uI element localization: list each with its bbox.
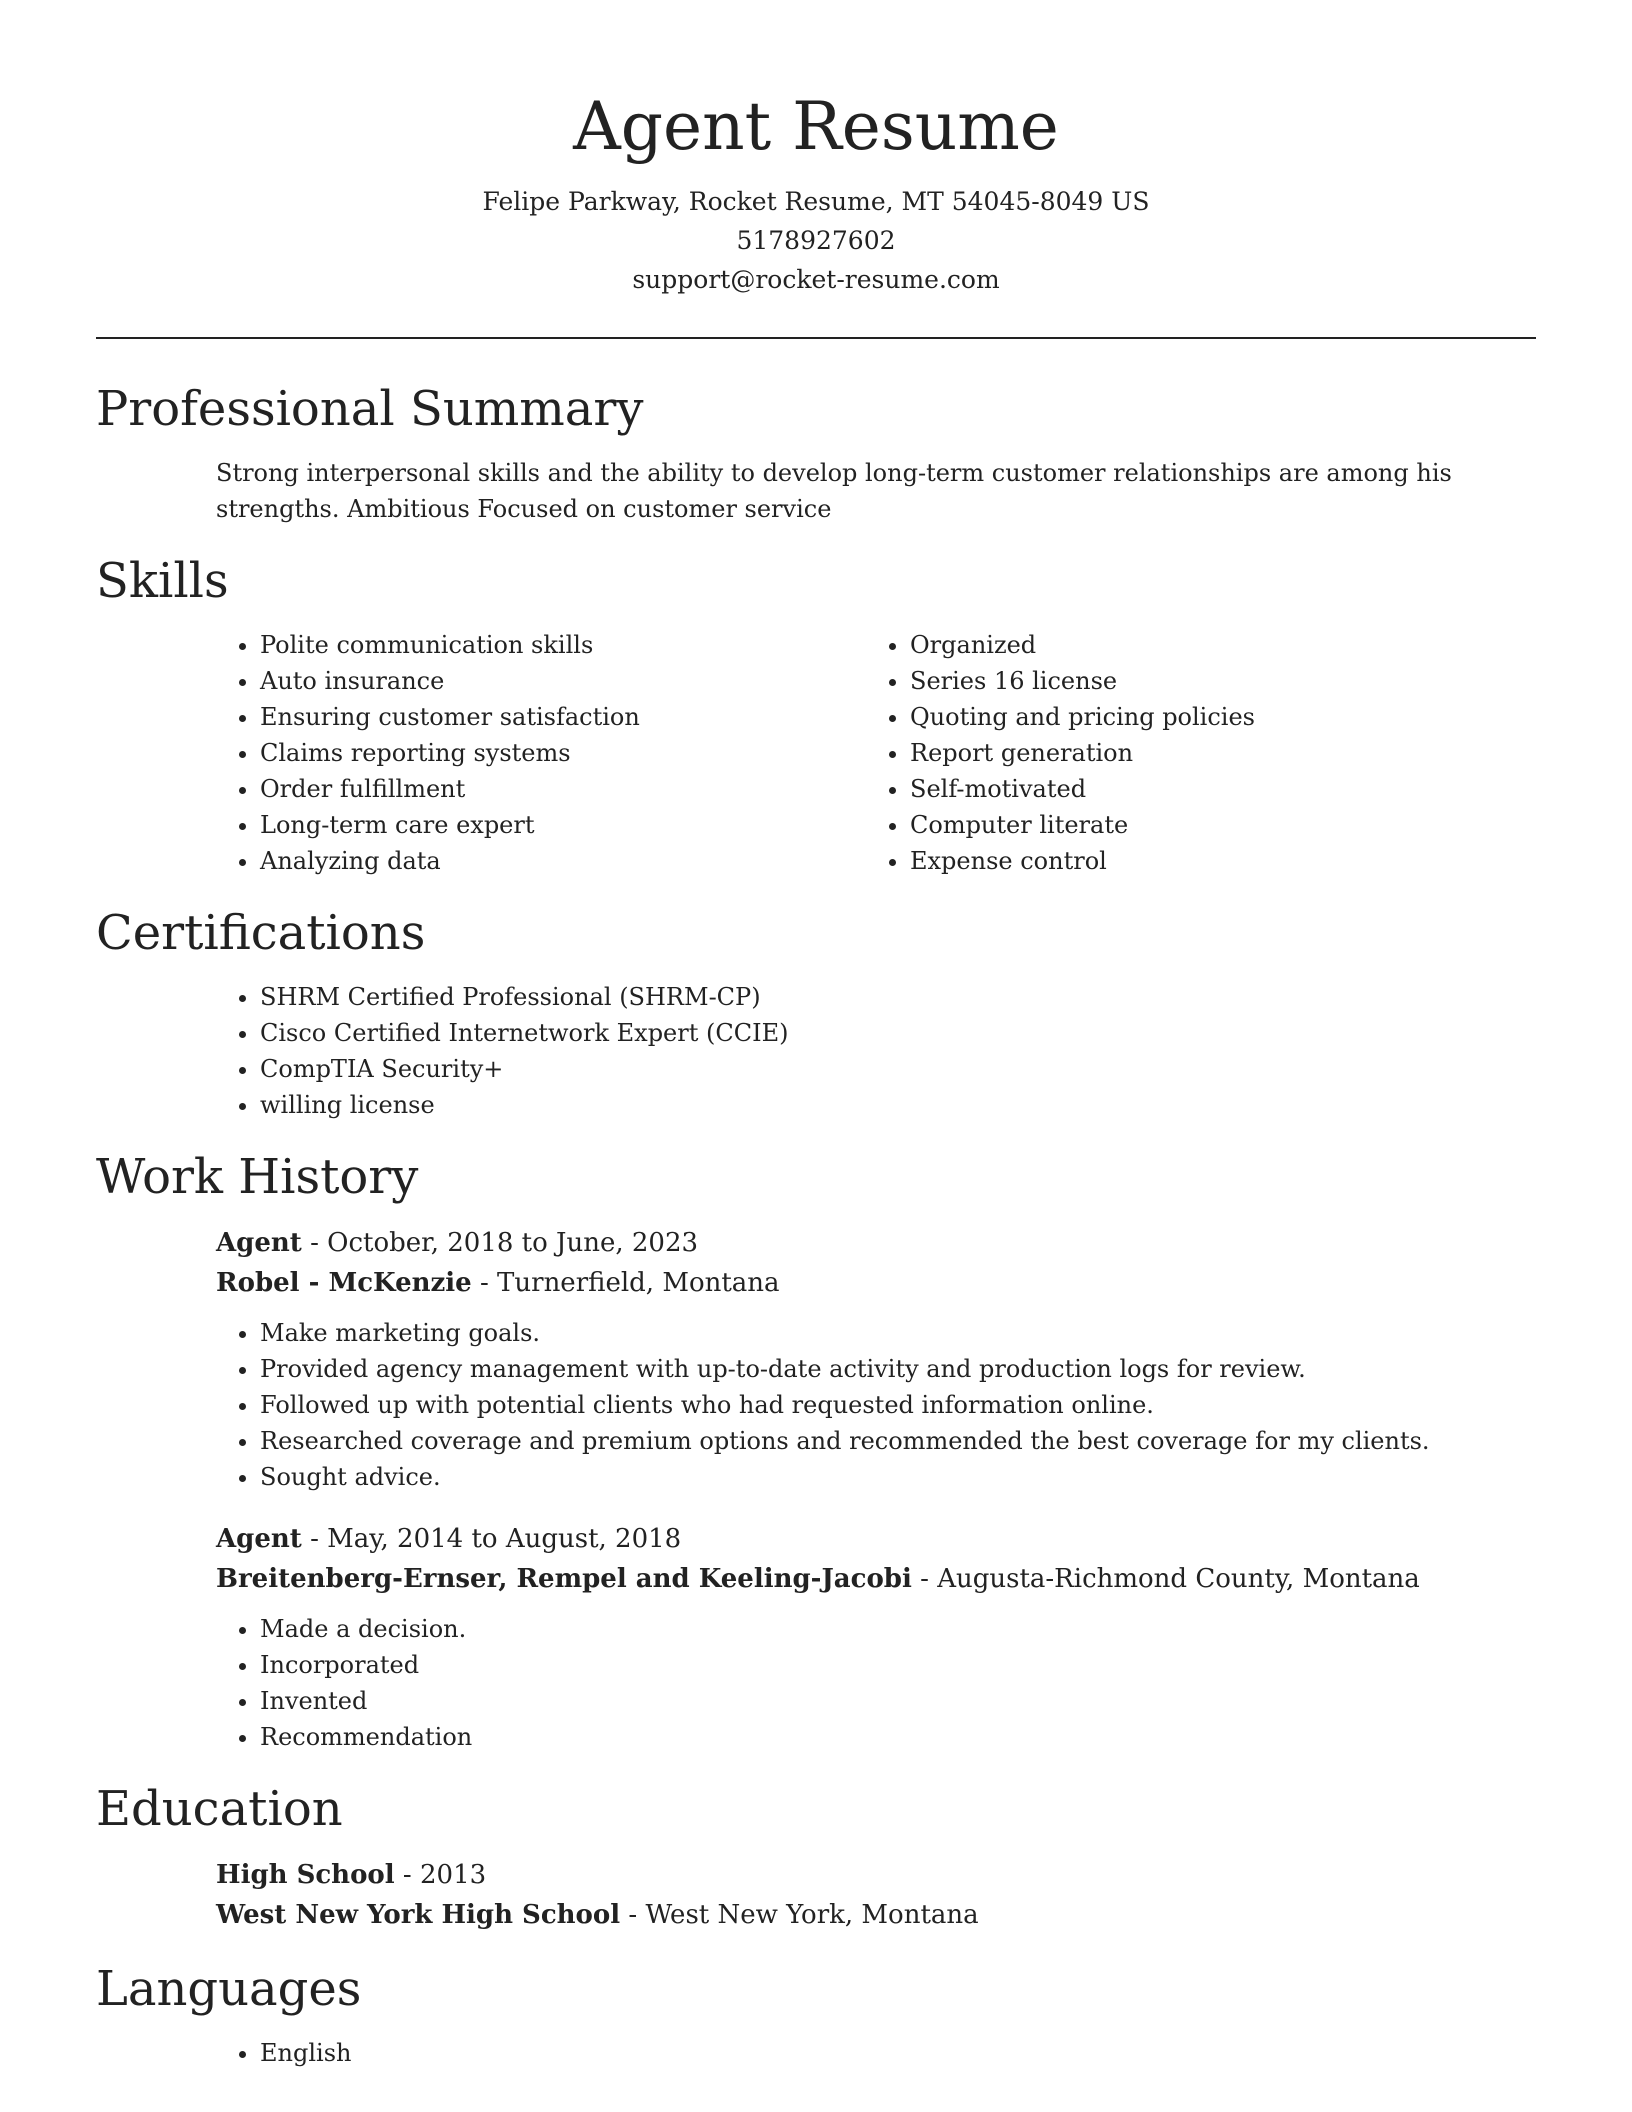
- job-company-line: [216, 1263, 1536, 1303]
- skill-item: • Report generation: [910, 735, 1516, 771]
- skill-item: • Organized: [910, 627, 1516, 663]
- skills-section: [96, 551, 1536, 879]
- separator: -: [402, 1860, 420, 1890]
- email: support@rocket-resume.com: [632, 265, 1000, 294]
- skill-item: • Quoting and pricing policies: [910, 699, 1516, 735]
- school-location: West New York, Montana: [645, 1900, 979, 1930]
- skill-item: • Long-term care expert: [260, 807, 866, 843]
- certification-item: • SHRM Certified Professional (SHRM-CP): [260, 979, 1536, 1015]
- education-section: [96, 1779, 1536, 1935]
- certification-item: • CompTIA Security+: [260, 1051, 1536, 1087]
- job-role: Agent: [216, 1228, 302, 1258]
- graduation-year: 2013: [419, 1860, 487, 1890]
- skill-item: • Claims reporting systems: [260, 735, 866, 771]
- job-bullet: • Followed up with potential clients who had requested information online.: [260, 1387, 1536, 1423]
- school-name: West New York High School: [216, 1900, 621, 1930]
- address: Felipe Parkway, Rocket Resume, MT 54045-8049 US: [482, 187, 1150, 216]
- phone: 5178927602: [736, 226, 896, 255]
- job-bullet: • Made a decision.: [260, 1611, 1536, 1647]
- skill-item: • Computer literate: [910, 807, 1516, 843]
- resume-header: [96, 0, 1536, 299]
- job-bullet: • Sought advice.: [260, 1459, 1536, 1495]
- job-entry: [216, 1519, 1536, 1755]
- skill-item: • Order fulfillment: [260, 771, 866, 807]
- skill-item: • Ensuring customer satisfaction: [260, 699, 866, 735]
- skill-item: • Series 16 license: [910, 663, 1516, 699]
- certification-item: • willing license: [260, 1087, 1536, 1123]
- separator: -: [479, 1268, 498, 1298]
- job-bullet: • Incorporated: [260, 1647, 1536, 1683]
- skill-item: • Polite communication skills: [260, 627, 866, 663]
- job-bullet: • Recommendation: [260, 1719, 1536, 1755]
- skills-column-left: [216, 627, 866, 879]
- skill-item: • Auto insurance: [260, 663, 866, 699]
- job-entry: [216, 1223, 1536, 1495]
- job-bullet: • Invented: [260, 1683, 1536, 1719]
- skills-column-right: [866, 627, 1516, 879]
- work-history-title: Work History: [96, 1149, 419, 1205]
- job-role: Agent: [216, 1524, 302, 1554]
- separator: -: [310, 1228, 328, 1258]
- job-location: Augusta-Richmond County, Montana: [937, 1564, 1420, 1594]
- job-title-line: [216, 1223, 1536, 1263]
- job-bullet: • Researched coverage and premium options and recommended the best coverage for my clients.: [260, 1423, 1536, 1459]
- summary-section: [96, 379, 1536, 527]
- header-divider: [96, 337, 1536, 339]
- skill-item: • Expense control: [910, 843, 1516, 879]
- separator: -: [310, 1524, 328, 1554]
- certification-item: • Cisco Certified Internetwork Expert (CCIE): [260, 1015, 1536, 1051]
- candidate-name: Agent Resume: [573, 88, 1059, 165]
- school-line: [216, 1895, 1536, 1935]
- certifications-title: Certifications: [96, 905, 426, 961]
- job-company: Robel - McKenzie: [216, 1268, 472, 1298]
- job-title-line: [216, 1519, 1536, 1559]
- job-company: Breitenberg-Ernser, Rempel and Keeling-Jacobi: [216, 1564, 912, 1594]
- languages-title: Languages: [96, 1961, 362, 2017]
- skill-item: • Self-motivated: [910, 771, 1516, 807]
- contact-info: [96, 182, 1536, 299]
- summary-title: Professional Summary: [96, 381, 644, 437]
- work-history-section: [96, 1147, 1536, 1755]
- separator: -: [628, 1900, 646, 1930]
- job-dates: May, 2014 to August, 2018: [327, 1524, 682, 1554]
- job-bullet: • Provided agency management with up-to-date activity and production logs for review.: [260, 1351, 1536, 1387]
- job-dates: October, 2018 to June, 2023: [327, 1228, 699, 1258]
- education-title: Education: [96, 1781, 343, 1837]
- separator: -: [920, 1564, 938, 1594]
- job-bullet: • Make marketing goals.: [260, 1315, 1536, 1351]
- language-item: • English: [260, 2035, 1536, 2071]
- job-company-line: [216, 1559, 1536, 1599]
- skills-title: Skills: [96, 553, 229, 609]
- degree-line: [216, 1855, 1536, 1895]
- certifications-section: [96, 903, 1536, 1123]
- job-location: Turnerfield, Montana: [497, 1268, 780, 1298]
- languages-section: [96, 1959, 1536, 2071]
- summary-text: Strong interpersonal skills and the ability to develop long-term customer relationships are among his strengths. Ambitious Focused on customer service: [216, 459, 1452, 523]
- degree: High School: [216, 1860, 395, 1890]
- skill-item: • Analyzing data: [260, 843, 866, 879]
